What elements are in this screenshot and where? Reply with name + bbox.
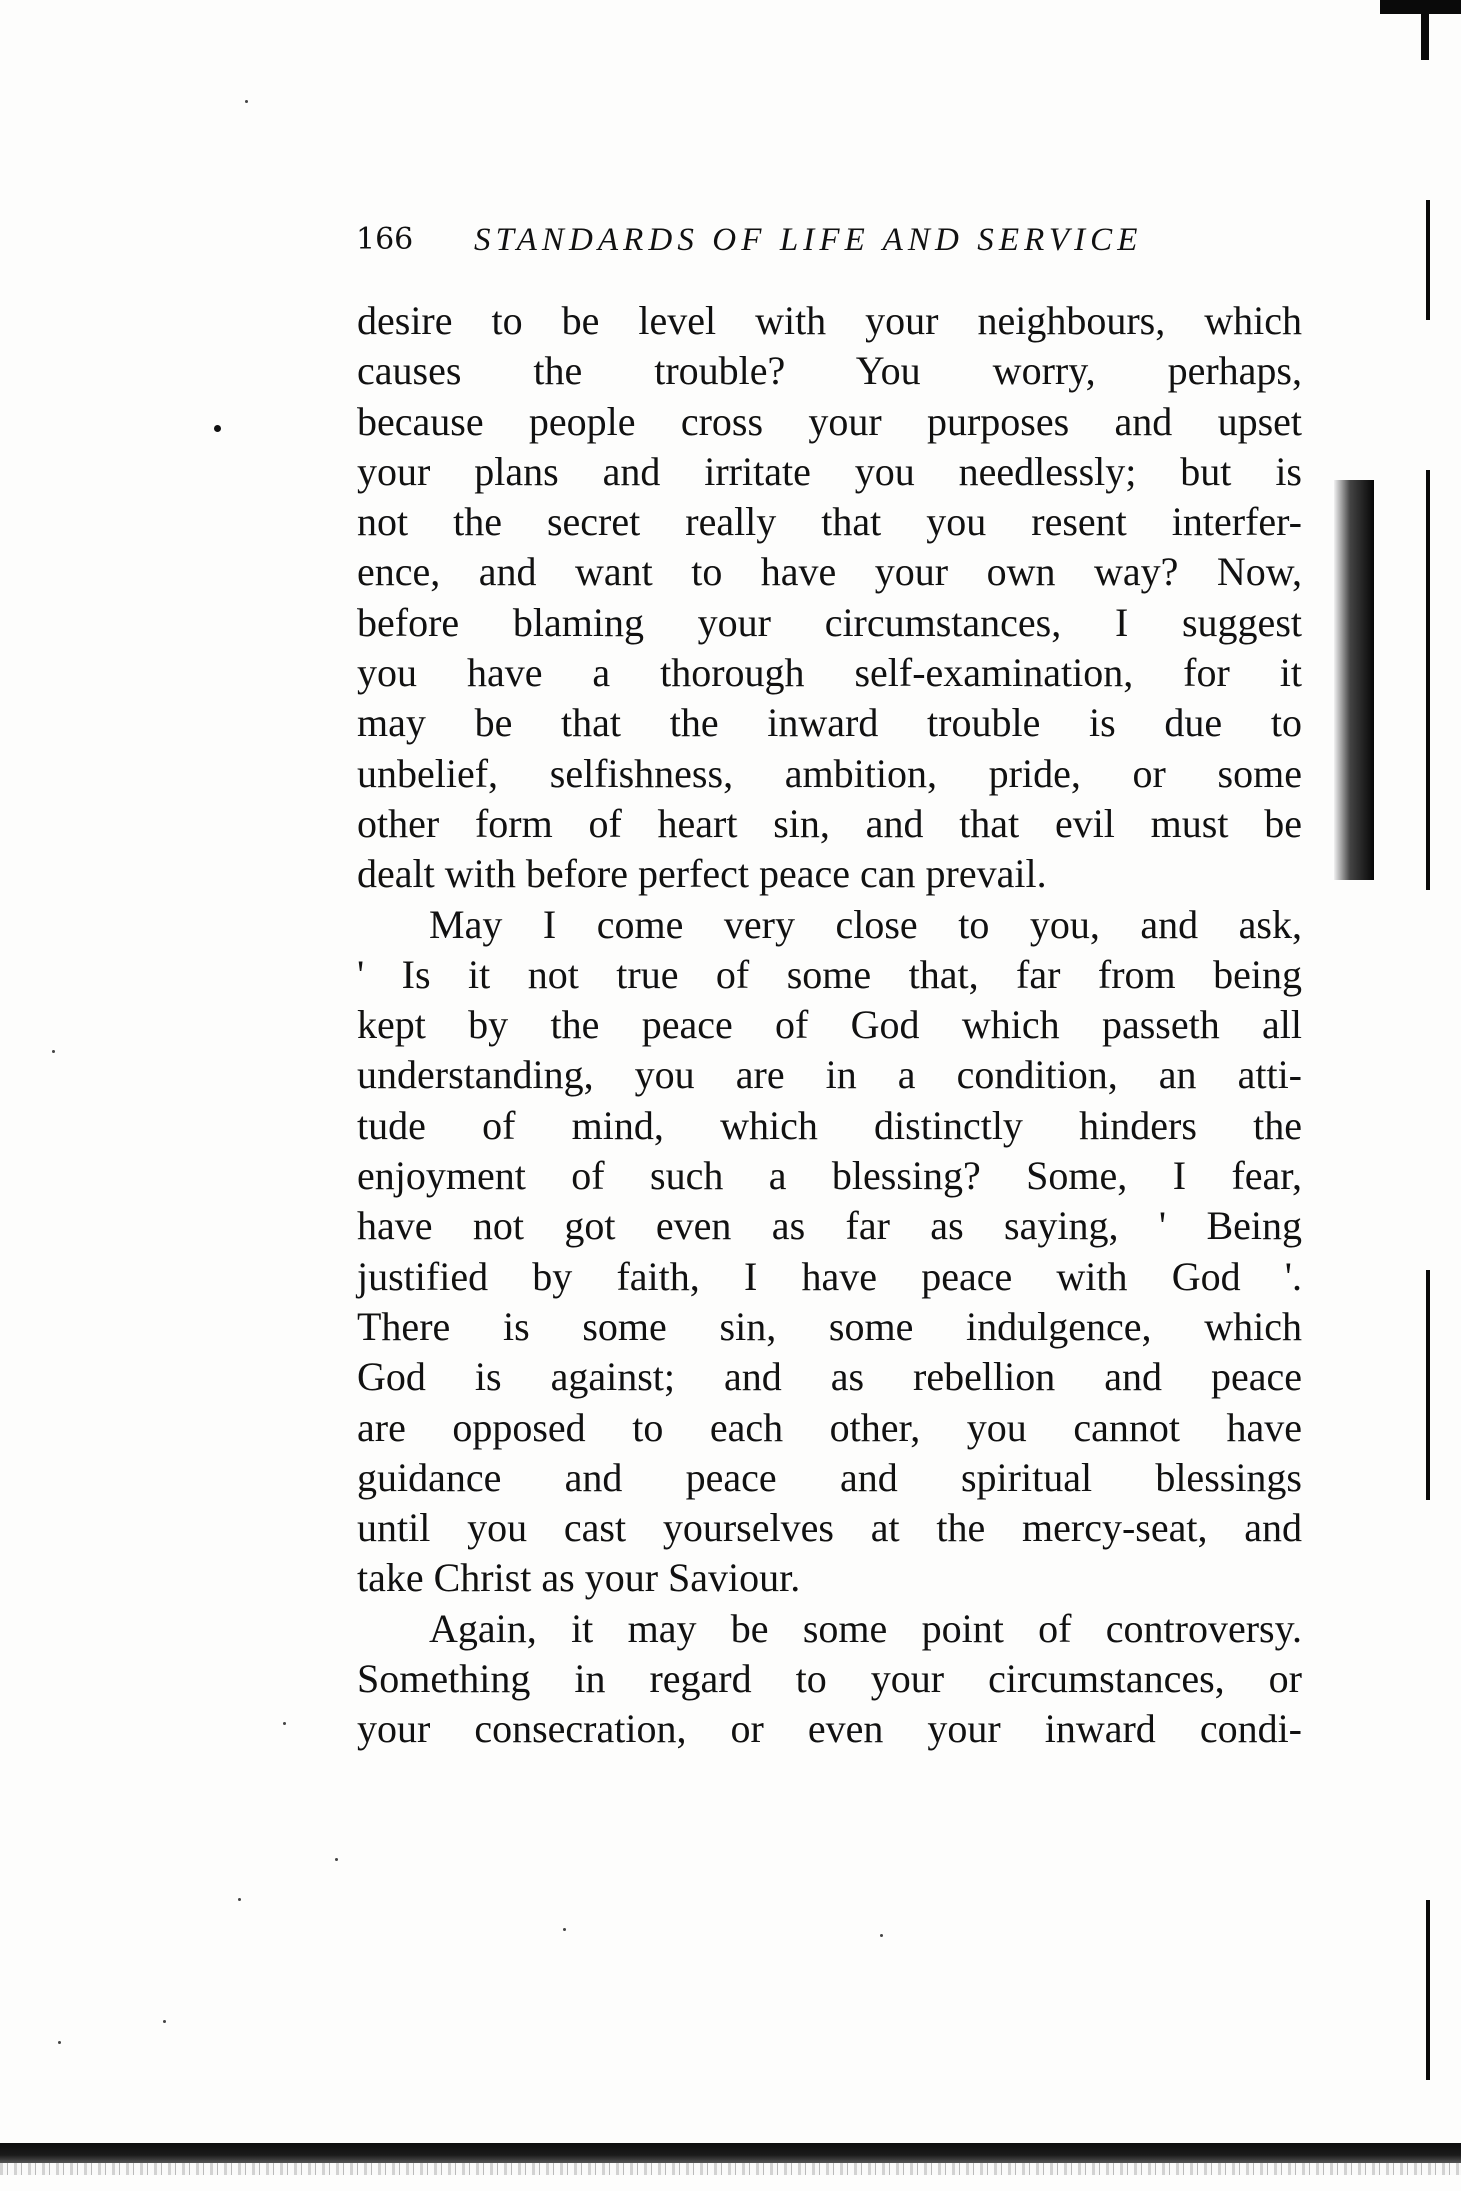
text-line: kept by the peace of God which passeth all: [357, 1002, 1302, 1048]
text-line: Again, it may be some point of controversy.: [429, 1605, 1302, 1651]
text-line: your plans and irritate you needlessly; but is: [357, 448, 1302, 494]
text-line: are opposed to each other, you cannot have: [357, 1404, 1302, 1450]
page-edge-line: [1426, 470, 1430, 890]
scan-speck: [563, 1928, 566, 1931]
scan-speck: [163, 2020, 166, 2023]
text-line: Something in regard to your circumstances, or: [357, 1656, 1302, 1702]
scan-speck: [283, 1722, 286, 1725]
body-text: [357, 296, 1302, 1755]
text-line: other form of heart sin, and that evil must be: [357, 800, 1302, 846]
text-line: God is against; and as rebellion and peace: [357, 1354, 1302, 1400]
text-line: understanding, you are in a condition, an atti-: [357, 1052, 1302, 1098]
text-line: enjoyment of such a blessing? Some, I fear,: [357, 1153, 1302, 1199]
text-line: because people cross your purposes and upset: [357, 398, 1302, 444]
scan-speck: [880, 1934, 883, 1937]
page-edge-line: [1426, 1270, 1430, 1500]
scan-speck: [238, 1898, 241, 1901]
text-line: your consecration, or even your inward condi-: [357, 1706, 1302, 1752]
running-title: STANDARDS OF LIFE AND SERVICE: [474, 222, 1143, 258]
text-line: guidance and peace and spiritual blessings: [357, 1454, 1302, 1500]
text-line: tude of mind, which distinctly hinders the: [357, 1102, 1302, 1148]
text-line: until you cast yourselves at the mercy-seat, and: [357, 1505, 1302, 1551]
scan-speck: [214, 425, 221, 432]
text-line: ' Is it not true of some that, far from being: [357, 951, 1302, 997]
paragraph-2: [357, 900, 1302, 1604]
text-line: have not got even as far as saying, ' Being: [357, 1203, 1302, 1249]
scan-speck: [58, 2041, 61, 2044]
scan-binding-bar: [0, 2143, 1461, 2163]
scan-speck: [245, 100, 248, 103]
scan-corner-drop: [1421, 0, 1429, 60]
text-line: justified by faith, I have peace with God '.: [357, 1253, 1302, 1299]
scan-binding-fringe: [0, 2163, 1461, 2175]
text-line: desire to be level with your neighbours, which: [357, 298, 1302, 343]
page-edge-shadow: [1334, 480, 1374, 880]
page-edge-line: [1426, 200, 1430, 320]
text-line: dealt with before perfect peace can prevail.: [357, 851, 1047, 897]
running-header: [350, 218, 1180, 268]
text-line: take Christ as your Saviour.: [357, 1555, 801, 1601]
scan-speck: [335, 1858, 338, 1861]
paragraph-3: [357, 1604, 1302, 1755]
text-line: May I come very close to you, and ask,: [429, 901, 1302, 947]
text-line: There is some sin, some indulgence, which: [357, 1303, 1302, 1349]
text-line: unbelief, selfishness, ambition, pride, or some: [357, 750, 1302, 796]
text-line: causes the trouble? You worry, perhaps,: [357, 348, 1302, 394]
page-number: 166: [356, 222, 414, 257]
text-line: may be that the inward trouble is due to: [357, 700, 1302, 746]
text-line: you have a thorough self-examination, for it: [357, 650, 1302, 696]
text-line: ence, and want to have your own way? Now,: [357, 549, 1302, 595]
text-line: not the secret really that you resent interfer-: [357, 499, 1302, 545]
text-line: before blaming your circumstances, I suggest: [357, 599, 1302, 645]
scan-speck: [52, 1050, 55, 1053]
paragraph-1: [357, 296, 1302, 900]
page-edge-line: [1426, 1900, 1430, 2080]
